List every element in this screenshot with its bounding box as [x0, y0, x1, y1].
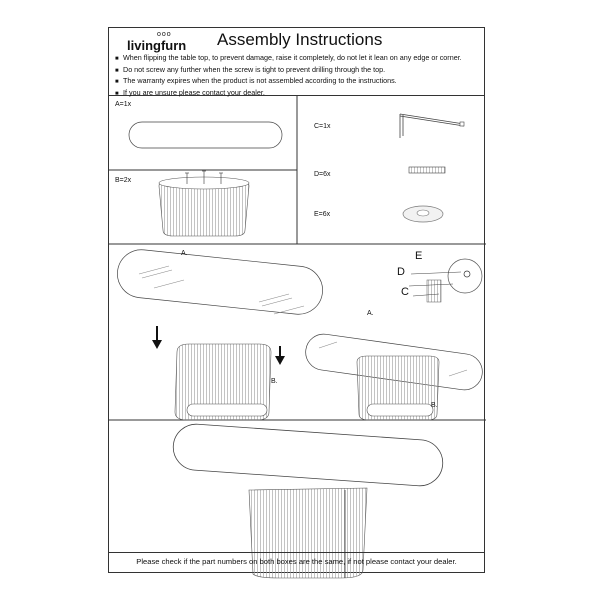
part-c-bracket-drawing [394, 108, 474, 148]
bullet-icon: ■ [115, 67, 119, 74]
step-1-drawing [109, 244, 486, 420]
note-item: ■ The warranty expires when the product is not assembled according to the instructions. [115, 76, 462, 88]
note-item: ■ Do not screw any further when the screw is tight to prevent drilling through the top. [115, 65, 462, 77]
part-a-label: A=1x [115, 101, 132, 108]
bullet-icon: ■ [115, 56, 119, 62]
step-label-d: D [397, 266, 405, 278]
part-b-base-drawing [109, 170, 297, 244]
brand-logo: livingfurn [127, 38, 187, 53]
bullet-icon: ■ [115, 90, 119, 97]
finished-table-drawing [109, 420, 486, 554]
part-a-tabletop-drawing [109, 96, 297, 170]
step-label-b-right: B. [431, 402, 438, 409]
part-e-washer-drawing [399, 200, 459, 230]
note-item: ■ When flipping the table top, to prevent damage, raise it completely, do not let it lean on any edge or corner. [115, 53, 462, 65]
part-c-label: C=1x [314, 123, 331, 130]
bullet-icon: ■ [115, 79, 119, 86]
part-b-label: B=2x [115, 177, 132, 184]
note-item: ■ If you are unsure please contact your dealer. [115, 88, 462, 100]
logo-dots: ooo [157, 31, 172, 38]
step-label-a-left: A. [181, 250, 188, 257]
step-label-c: C [401, 286, 409, 298]
footer-note: Please check if the part numbers on both boxes are the same, if not please contact your dealer. [109, 552, 484, 572]
page-title: Assembly Instructions [217, 30, 383, 49]
step-label-b-left: B. [271, 378, 278, 385]
part-e-label: E=6x [314, 211, 331, 218]
step-label-a-right: A. [367, 310, 374, 317]
part-d-label: D=6x [314, 171, 331, 178]
step-label-e: E [415, 250, 423, 262]
instruction-sheet [108, 27, 485, 573]
part-d-screw-drawing [407, 163, 457, 183]
